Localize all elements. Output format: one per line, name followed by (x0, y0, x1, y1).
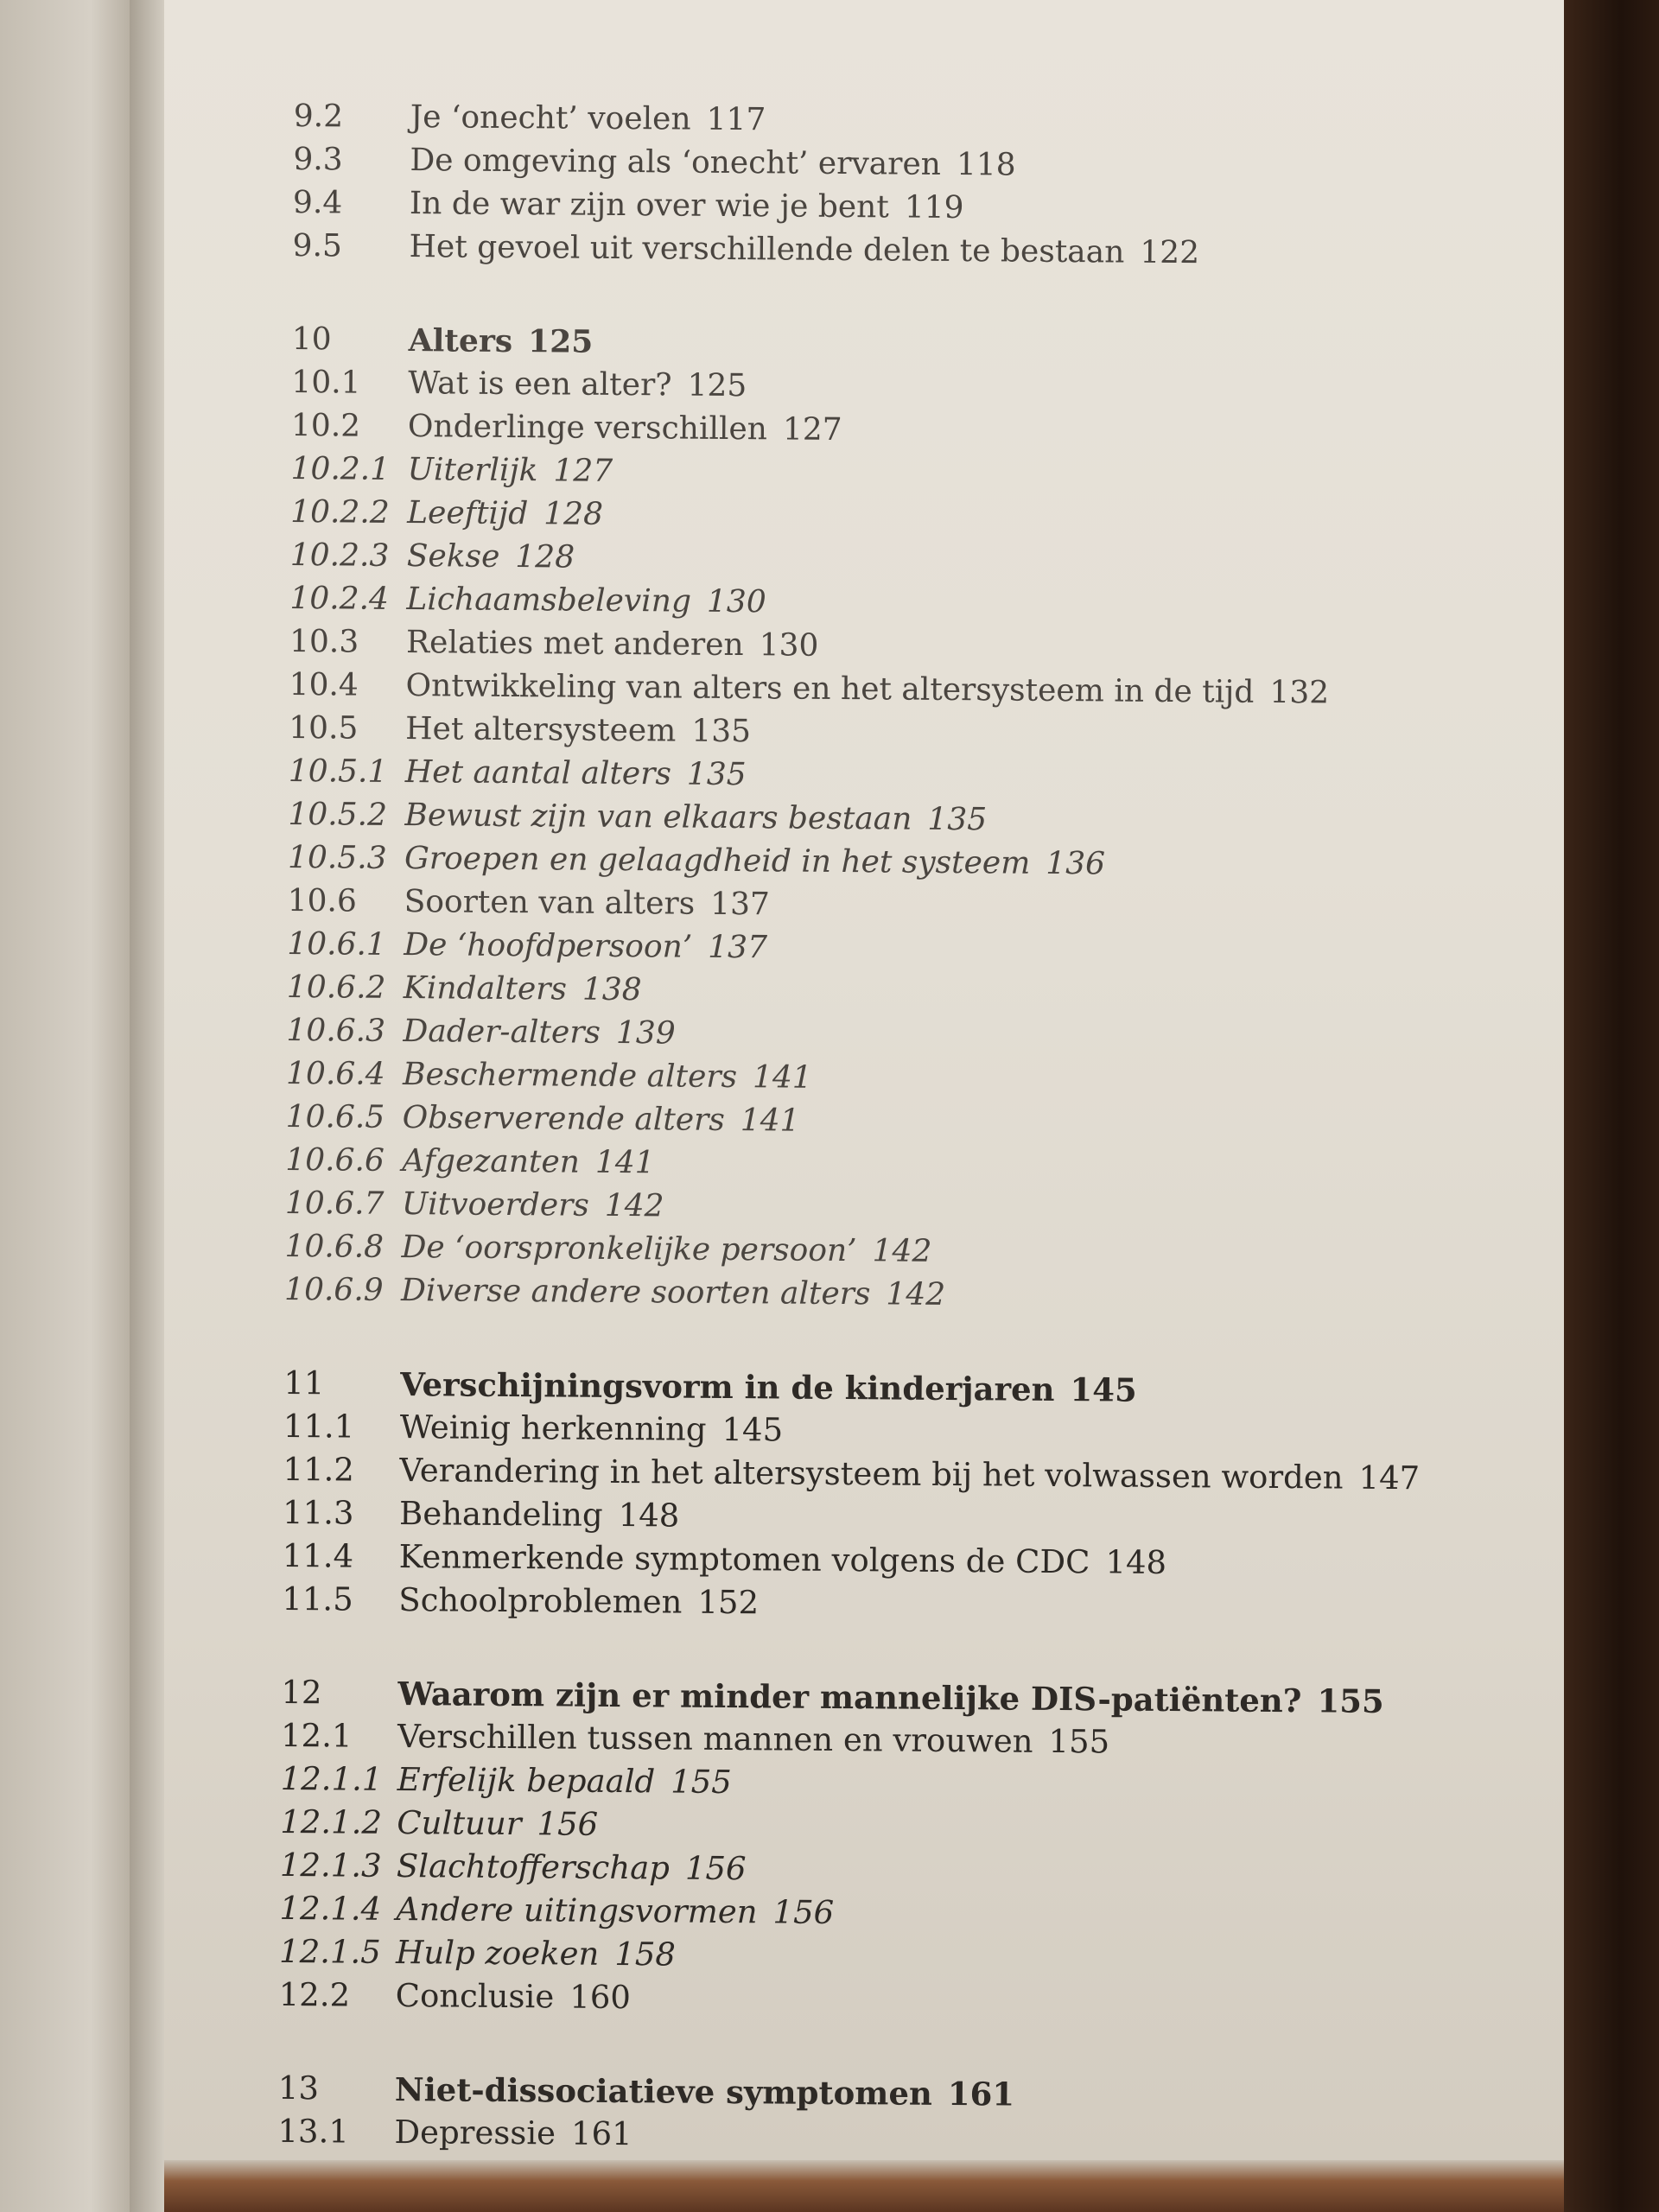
page-number: 135 (927, 801, 988, 838)
chapter-number: 12 (281, 1673, 322, 1712)
page-number: 152 (697, 1583, 760, 1622)
page-number: 156 (684, 1849, 747, 1888)
page-number: 117 (706, 101, 766, 138)
page-number: 141 (594, 1144, 655, 1181)
section-number: 11.1 (283, 1407, 355, 1446)
chapter-number: 11 (283, 1363, 325, 1402)
subsection-number: 10.5.2 (288, 796, 388, 833)
toc-group-chapter-11 (282, 1362, 1433, 1630)
facing-page-edge (0, 0, 130, 2212)
section-title: Verandering in het altersysteem bij het volwassen worden (399, 1452, 1344, 1497)
section-title: Onderlinge verschillen (407, 409, 768, 448)
section-title: Relaties met anderen (405, 625, 744, 664)
subsection-title: Dader-alters (403, 1014, 601, 1051)
subsection-title: Erfelijk bepaald (397, 1761, 656, 1801)
subsection-title: Afgezanten (402, 1143, 581, 1180)
page-number: 156 (772, 1893, 835, 1931)
page-number: 139 (615, 1014, 676, 1052)
subsection-number: 10.6.6 (285, 1141, 385, 1179)
page-number: 125 (527, 323, 594, 360)
toc-entry (277, 2110, 1427, 2162)
chapter-title: Verschijningsvorm in de kinderjaren (400, 1365, 1055, 1408)
section-number: 11.5 (282, 1580, 353, 1618)
section-title: Depressie (394, 2113, 556, 2152)
page-number: 147 (1358, 1459, 1421, 1497)
subsection-title: Hulp zoeken (395, 1933, 600, 1973)
section-number: 12.2 (278, 1975, 351, 2014)
section-number: 10.5 (289, 709, 359, 747)
page-number: 137 (708, 929, 768, 966)
page-number: 158 (614, 1935, 677, 1974)
subsection-number: 10.6.2 (286, 969, 386, 1006)
section-number: 9.4 (292, 184, 343, 221)
subsection-number: 10.6.3 (286, 1012, 386, 1049)
section-title: Je ‘onecht’ voelen (410, 99, 691, 137)
page-number: 122 (1140, 234, 1200, 271)
section-number: 10.1 (291, 364, 361, 401)
subsection-title: Lichaamsbeleving (406, 582, 692, 620)
page-number: 127 (553, 453, 613, 489)
toc-group-chapter-9 (292, 95, 1443, 276)
section-title: Weinig herkenning (399, 1408, 707, 1448)
section-number: 11.2 (283, 1450, 355, 1489)
subsection-title: Uitvoerders (401, 1186, 589, 1224)
page-number: 155 (1048, 1722, 1110, 1761)
page-number: 145 (721, 1410, 784, 1449)
subsection-title: Beschermende alters (402, 1057, 738, 1096)
toc-group-chapter-12 (279, 1671, 1431, 2025)
toc-group-chapter-13 (277, 2067, 1427, 2162)
section-number: 10.4 (289, 666, 359, 703)
wooden-table-right (1564, 0, 1659, 2212)
page-number: 135 (691, 713, 752, 750)
page-number: 127 (782, 411, 842, 448)
subsection-number: 10.6.5 (285, 1098, 385, 1135)
toc-entry (279, 1974, 1428, 2025)
subsection-title: Observerende alters (402, 1100, 725, 1138)
page-number: 125 (687, 367, 747, 404)
section-number: 10.3 (289, 623, 359, 660)
subsection-number: 10.2.2 (290, 493, 390, 531)
page-number: 160 (569, 1978, 632, 2017)
page-number: 132 (1269, 674, 1330, 711)
subsection-title: Uiterlijk (407, 452, 538, 489)
section-title: De omgeving als ‘onecht’ ervaren (410, 143, 942, 182)
section-number: 9.2 (293, 98, 344, 135)
section-number: 9.5 (292, 227, 343, 264)
subsection-number: 12.1.2 (280, 1802, 383, 1841)
page-number: 148 (618, 1497, 680, 1535)
page-number: 130 (706, 583, 766, 620)
toc-entry (292, 225, 1441, 276)
page-number: 161 (947, 2075, 1015, 2113)
section-number: 11.3 (282, 1493, 354, 1532)
chapter-title: Alters (408, 322, 513, 359)
subsection-number: 10.6.1 (287, 925, 386, 963)
subsection-title: Diverse andere soorten alters (400, 1273, 871, 1313)
page-number: 137 (709, 886, 771, 923)
section-title: Ontwikkeling van alters en het altersysteem in de tijd (405, 668, 1255, 710)
section-title: Conclusie (395, 1976, 555, 2016)
page-number: 148 (1105, 1543, 1167, 1581)
section-title: Het altersysteem (405, 711, 677, 749)
page-number: 135 (686, 756, 747, 793)
subsection-title: Kindalters (403, 970, 568, 1007)
subsection-number: 12.1.1 (280, 1759, 383, 1798)
subsection-number: 10.6.9 (283, 1271, 384, 1308)
subsection-title: Cultuur (397, 1803, 522, 1843)
page-number: 142 (604, 1187, 664, 1224)
section-title: Het gevoel uit verschillende delen te bestaan (409, 229, 1125, 270)
page-number: 156 (537, 1805, 599, 1843)
subsection-title: Leeftijd (407, 495, 529, 532)
chapter-number: 13 (277, 2069, 320, 2107)
subsection-title: De ‘hoofdpersoon’ (404, 927, 693, 965)
chapter-title: Niet-dissociatieve symptomen (394, 2069, 933, 2113)
book-gutter (130, 0, 164, 2212)
table-of-contents (277, 95, 1443, 2212)
subsection-title: Het aantal alters (404, 754, 672, 792)
page-number: 155 (671, 1763, 732, 1802)
section-title: Schoolproblemen (398, 1581, 683, 1621)
page-number: 138 (582, 971, 642, 1008)
subsection-number: 10.5.1 (288, 753, 388, 790)
section-title: In de war zijn over wie je bent (409, 186, 889, 226)
section-number: 11.4 (282, 1536, 354, 1575)
section-title: Behandeling (398, 1495, 603, 1534)
section-number: 9.3 (293, 141, 343, 178)
page-number: 118 (956, 147, 1016, 183)
subsection-number: 12.1.5 (278, 1932, 381, 1971)
subsection-number: 10.5.3 (287, 839, 387, 876)
subsection-title: Groepen en gelaagdheid in het systeem (404, 841, 1031, 881)
page-number: 155 (1317, 1681, 1384, 1720)
section-title: Soorten van alters (404, 884, 696, 922)
subsection-number: 10.2.3 (289, 537, 390, 574)
subsection-number: 10.6.7 (284, 1185, 385, 1222)
subsection-title: De ‘oorspronkelijke persoon’ (401, 1230, 857, 1269)
subsection-number: 10.2.1 (290, 450, 391, 487)
section-title: Verschillen tussen mannen en vrouwen (397, 1718, 1033, 1760)
page-number: 136 (1046, 845, 1106, 882)
section-number: 10.6 (287, 882, 357, 919)
page-number: 128 (543, 496, 604, 532)
subsection-number: 12.1.3 (279, 1846, 382, 1885)
section-number: 13.1 (277, 2112, 350, 2151)
toc-subentry (284, 1268, 1433, 1320)
subsection-title: Sekse (406, 538, 500, 575)
toc-group-chapter-10 (284, 318, 1441, 1320)
page-number: 128 (515, 539, 575, 575)
subsection-number: 10.6.4 (285, 1055, 385, 1092)
subsection-number: 10.6.8 (284, 1228, 385, 1265)
toc-entry (282, 1578, 1431, 1630)
page-number: 142 (886, 1276, 946, 1313)
page-number: 141 (740, 1103, 800, 1139)
chapter-title: Waarom zijn er minder mannelijke DIS-patiënten? (397, 1675, 1302, 1720)
page-number: 142 (872, 1233, 932, 1269)
page-number: 145 (1070, 1370, 1137, 1409)
subsection-title: Bewust zijn van elkaars bestaan (404, 798, 912, 837)
section-number: 10.2 (290, 407, 361, 444)
page-number: 141 (752, 1059, 812, 1096)
page-number: 119 (904, 189, 964, 226)
subsection-title: Andere uitingsvormen (396, 1890, 758, 1931)
subsection-number: 10.2.4 (289, 580, 390, 617)
section-number: 12.1 (280, 1716, 353, 1755)
section-title: Wat is een alter? (408, 365, 672, 404)
page-number: 161 (570, 2114, 632, 2153)
chapter-number: 10 (291, 321, 332, 358)
page-number: 130 (759, 627, 819, 664)
subsection-title: Slachtofferschap (396, 1847, 671, 1887)
section-title: Kenmerkende symptomen volgens de CDC (398, 1538, 1090, 1581)
subsection-number: 12.1.4 (279, 1889, 382, 1928)
